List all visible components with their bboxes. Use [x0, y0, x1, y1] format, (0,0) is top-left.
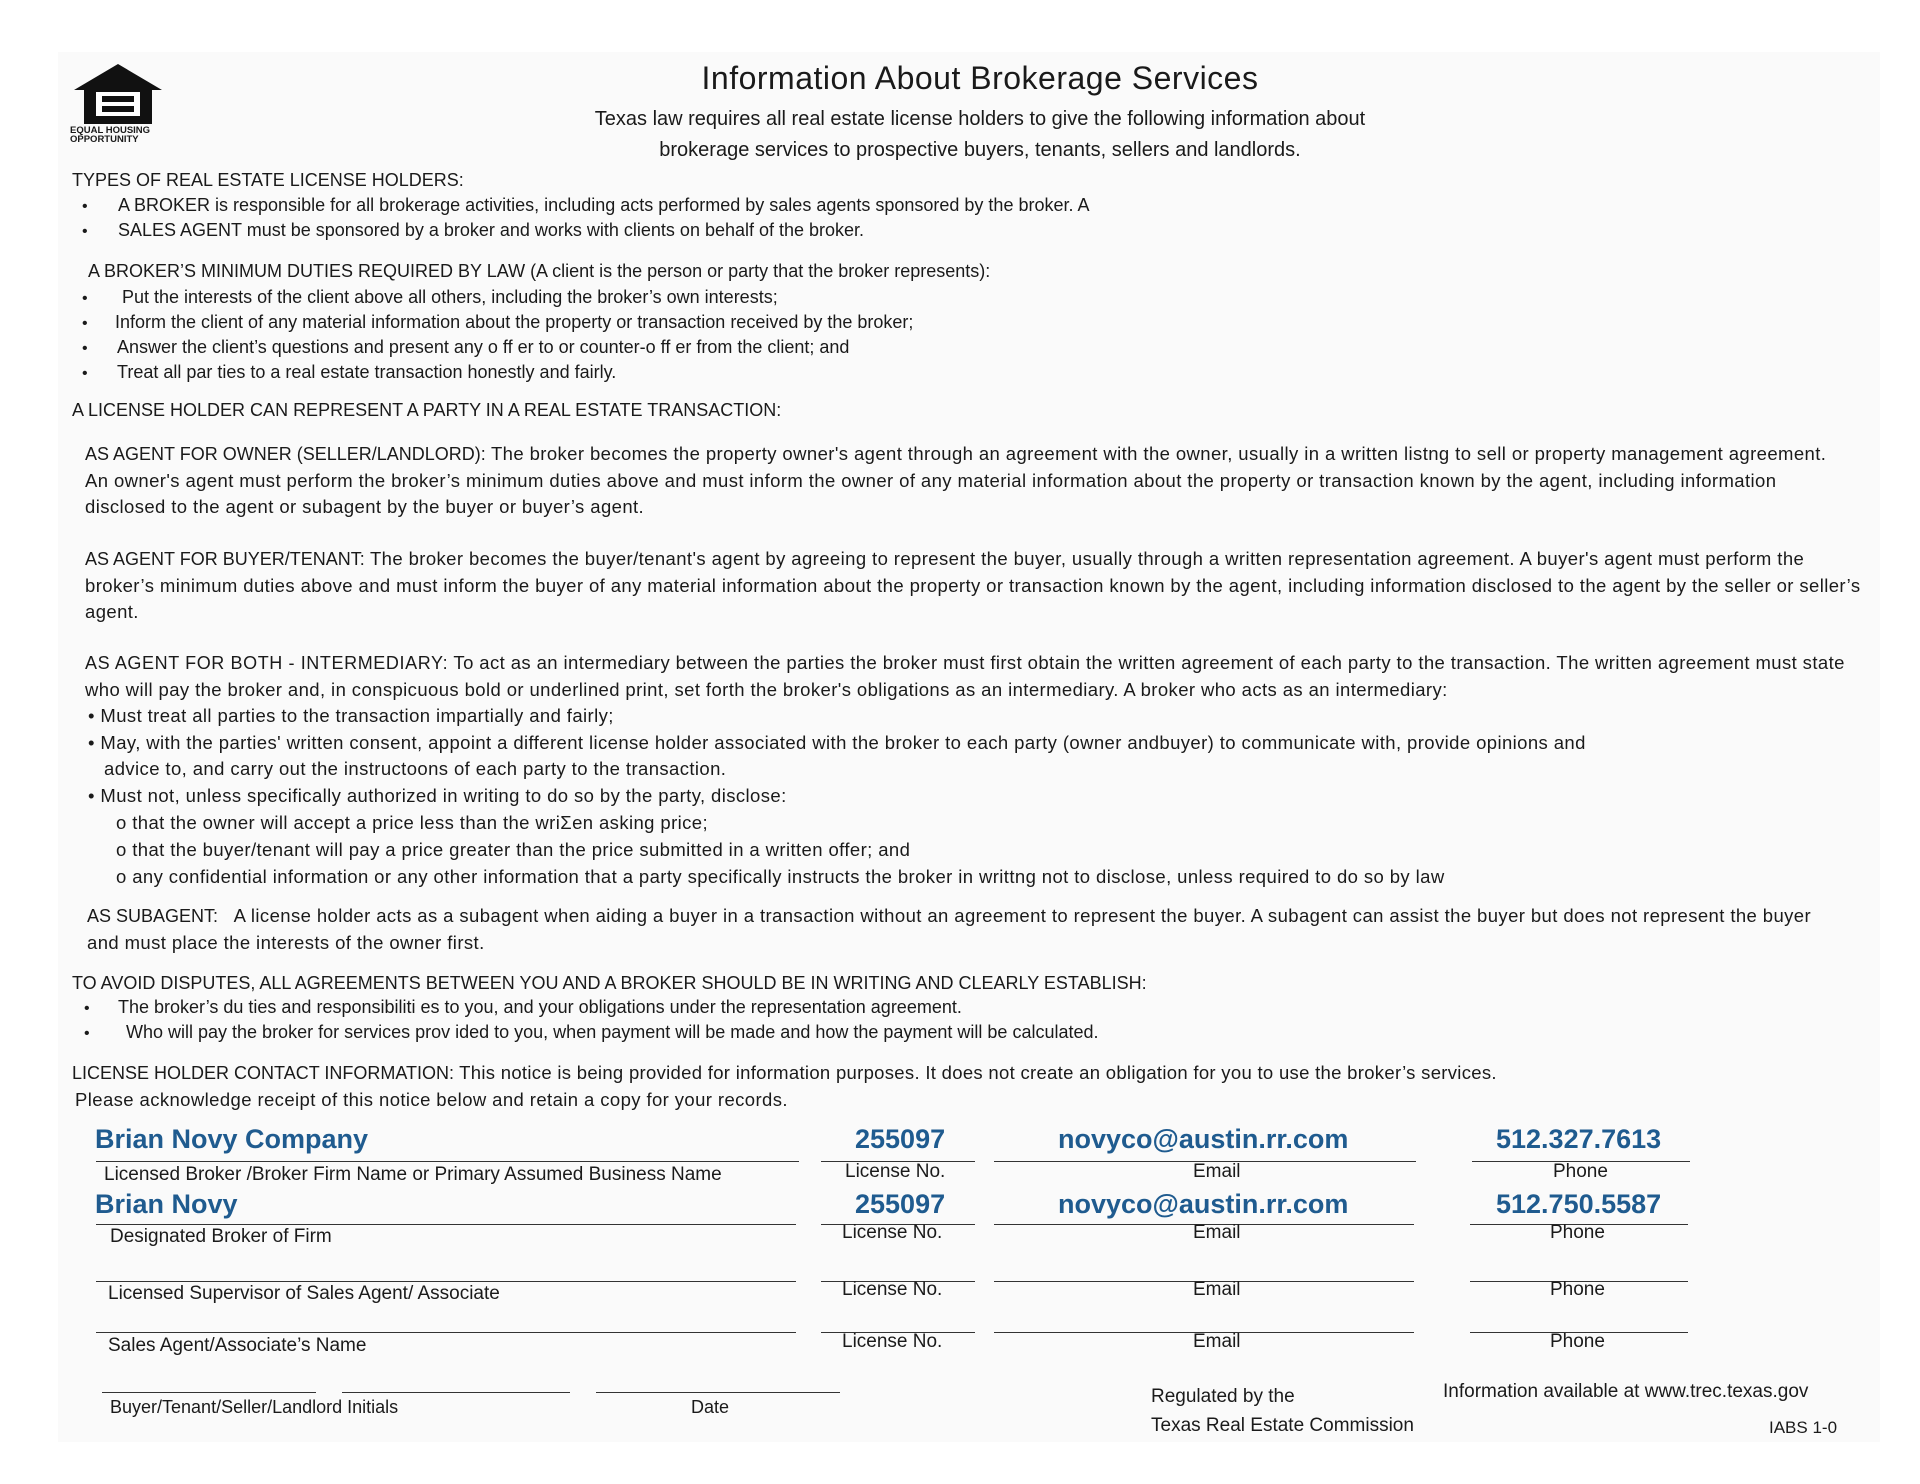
subagent-paragraph — [87, 903, 1847, 956]
signature-line — [96, 1161, 799, 1162]
bullet: • — [84, 1000, 90, 1017]
initials-line — [102, 1392, 316, 1393]
list-item: • May, with the parties' written consent, appoint a different license holder associated with the broker to each party (owner andbuyer) to communicate with, provide opinions and — [88, 732, 1586, 753]
regulated-line-2: Texas Real Estate Commission — [1151, 1415, 1414, 1436]
sales-agent-label: Sales Agent/Associate’s Name — [108, 1335, 367, 1356]
form-id: IABS 1-0 — [1769, 1418, 1838, 1437]
license-label: License No. — [842, 1331, 943, 1352]
owner-paragraph — [85, 441, 1845, 521]
bullet: • — [82, 290, 88, 307]
list-item: o that the buyer/tenant will pay a price greater than the price submitted in a written offer; and — [116, 839, 911, 860]
list-item: A BROKER is responsible for all brokerage activities, including acts performed by sales agents sponsored by the broker. A — [118, 195, 1090, 215]
subtitle-line-2: brokerage services to prospective buyers, tenants, sellers and landlords. — [659, 139, 1301, 161]
license-label: License No. — [845, 1161, 946, 1182]
signature-line — [96, 1281, 796, 1282]
subagent-text: A license holder acts as a subagent when aiding a buyer in a transaction without an agreement to represent the buyer. A subagent can assist the buyer but does not represent the buyer and must place the interests of the owner first. — [87, 905, 1812, 953]
email-label: Email — [1193, 1222, 1241, 1243]
duties-heading: A BROKER’S MINIMUM DUTIES REQUIRED BY LAW (A client is the person or party that the broker represents): — [88, 261, 991, 281]
subagent-label: AS SUBAGENT: — [87, 906, 219, 926]
supervisor-label: Licensed Supervisor of Sales Agent/ Associate — [108, 1283, 500, 1304]
owner-text: The broker becomes the property owner's agent through an agreement with the owner, usually in a written listng to sell or property management agreement. An owner's agent must perform the broker’s minimum duties above and must inform the owner of any material information about the property or transaction known by the agent, including information disclosed to the agent or subagent by the buyer or buyer’s agent. — [85, 443, 1827, 517]
email-label: Email — [1193, 1161, 1241, 1182]
buyer-text: The broker becomes the buyer/tenant's agent by agreeing to represent the buyer, usually through a written representation agreement. A buyer's agent must perform the broker’s minimum duties above and must inform the buyer of any material information about the property or transaction known by the agent, including information disclosed to the agent by the seller or seller’s agent. — [85, 548, 1861, 622]
list-item: advice to, and carry out the instructoons of each party to the transaction. — [104, 758, 727, 779]
bullet: • — [84, 1025, 90, 1042]
email-label: Email — [1193, 1279, 1241, 1300]
designated-broker-name: Brian Novy — [95, 1189, 238, 1219]
contact-paragraph — [72, 1062, 1497, 1084]
date-label: Date — [691, 1397, 730, 1417]
list-item: Put the interests of the client above all others, including the broker’s own interests; — [122, 287, 778, 307]
bullet: • — [82, 340, 88, 357]
list-item: Treat all par ties to a real estate transaction honestly and fairly. — [117, 362, 617, 382]
contact-text-2: Please acknowledge receipt of this notice below and retain a copy for your records. — [75, 1089, 788, 1110]
list-item: Inform the client of any material information about the property or transaction received by the broker; — [115, 312, 914, 332]
designated-phone: 512.750.5587 — [1496, 1189, 1662, 1219]
broker-name-label: Licensed Broker /Broker Firm Name or Primary Assumed Business Name — [104, 1164, 722, 1185]
designated-email: novyco@austin.rr.com — [1058, 1189, 1349, 1219]
page-title: Information About Brokerage Services — [701, 60, 1259, 96]
broker-firm-name: Brian Novy Company — [95, 1124, 369, 1154]
disputes-heading: TO AVOID DISPUTES, ALL AGREEMENTS BETWEEN YOU AND A BROKER SHOULD BE IN WRITING AND CLEARLY ESTABLISH: — [72, 973, 1147, 993]
broker-license-no: 255097 — [855, 1124, 946, 1154]
bullet: • — [82, 315, 88, 332]
intermediary-label: AS AGENT FOR BOTH - INTERMEDIARY: — [85, 653, 449, 673]
license-label: License No. — [842, 1279, 943, 1300]
subtitle-line-1: Texas law requires all real estate license holders to give the following information about — [594, 108, 1366, 130]
bullet: • — [82, 198, 88, 215]
contact-text-1: This notice is being provided for information purposes. It does not create an obligation for you to use the broker’s services. — [459, 1062, 1497, 1083]
license-label: License No. — [842, 1222, 943, 1243]
types-heading: TYPES OF REAL ESTATE LICENSE HOLDERS: — [72, 170, 464, 190]
list-item: • Must not, unless specifically authorized in writing to do so by the party, disclose: — [88, 785, 787, 806]
email-label: Email — [1193, 1331, 1241, 1352]
bullet: • — [82, 223, 88, 240]
designated-label: Designated Broker of Firm — [110, 1226, 332, 1247]
initials-line — [342, 1392, 570, 1393]
regulated-line-1: Regulated by the — [1151, 1386, 1295, 1407]
list-item: SALES AGENT must be sponsored by a broker and works with clients on behalf of the broker. — [118, 220, 865, 240]
list-item: o that the owner will accept a price less than the wriΣen asking price; — [116, 812, 709, 833]
list-item: Answer the client’s questions and present any o ff er to or counter-o ff er from the client; and — [117, 337, 850, 357]
contact-heading: LICENSE HOLDER CONTACT INFORMATION: — [72, 1063, 455, 1083]
phone-label: Phone — [1550, 1279, 1605, 1300]
initials-label: Buyer/Tenant/Seller/Landlord Initials — [110, 1397, 399, 1417]
represent-heading: A LICENSE HOLDER CAN REPRESENT A PARTY IN A REAL ESTATE TRANSACTION: — [72, 400, 782, 420]
owner-label: AS AGENT FOR OWNER (SELLER/LANDLORD): — [85, 444, 486, 464]
broker-phone: 512.327.7613 — [1496, 1124, 1662, 1154]
buyer-paragraph — [85, 546, 1875, 626]
list-item: Who will pay the broker for services prov ided to you, when payment will be made and how the payment will be calculated. — [126, 1022, 1099, 1042]
signature-line — [96, 1332, 796, 1333]
logo-text: EQUAL HOUSING OPPORTUNITY — [70, 125, 151, 145]
bullet: • — [82, 365, 88, 382]
intermediary-paragraph — [85, 650, 1885, 703]
phone-label: Phone — [1550, 1222, 1605, 1243]
broker-email: novyco@austin.rr.com — [1058, 1124, 1349, 1154]
intermediary-text: To act as an intermediary between the parties the broker must first obtain the written agreement of each party to the transaction. The written agreement must state who will pay the broker and, in conspicuous bold or underlined print, set forth the broker's obligations as an intermediary. A broker who acts as an intermediary: — [85, 652, 1845, 700]
list-item: The broker’s du ties and responsibiliti es to you, and your obligations under the representation agreement. — [118, 997, 962, 1017]
list-item: o any confidential information or any other information that a party specifically instructs the broker in writtng not to disclose, unless required to do so by law — [116, 866, 1445, 887]
trec-info: Information available at www.trec.texas.gov — [1443, 1381, 1809, 1402]
buyer-label: AS AGENT FOR BUYER/TENANT: — [85, 549, 365, 569]
date-line — [596, 1392, 840, 1393]
phone-label: Phone — [1550, 1331, 1605, 1352]
list-item: • Must treat all parties to the transaction impartially and fairly; — [88, 705, 614, 726]
signature-line — [96, 1224, 796, 1225]
phone-label: Phone — [1553, 1161, 1608, 1182]
designated-license-no: 255097 — [855, 1189, 946, 1219]
